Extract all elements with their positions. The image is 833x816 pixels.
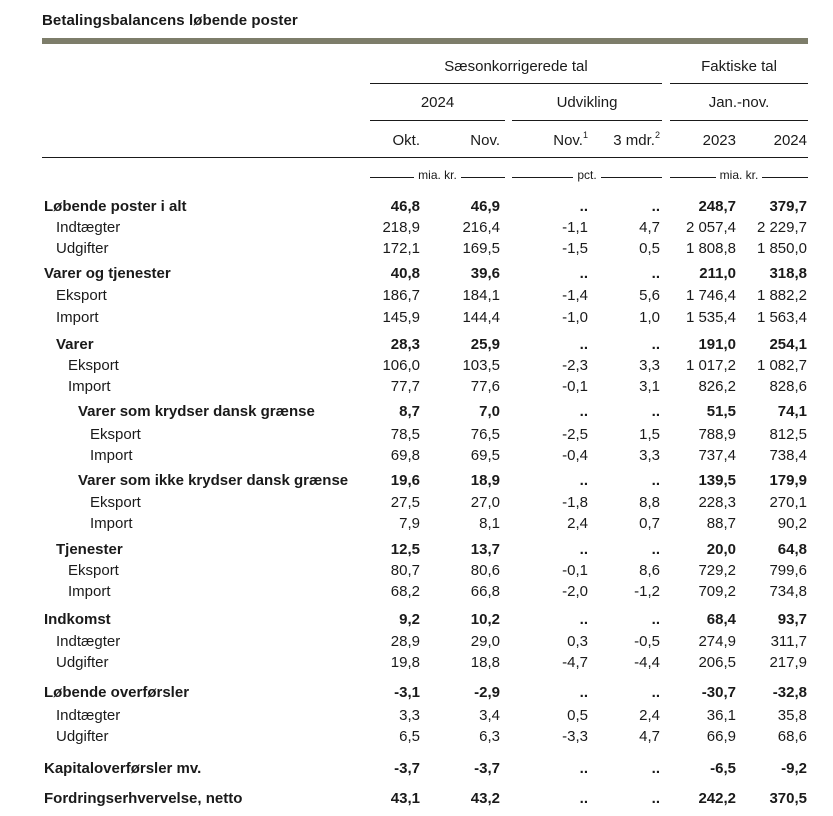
cell-3mdr-change: .. xyxy=(651,403,660,420)
table-row xyxy=(0,789,833,809)
cell-nov-change: -1,4 xyxy=(562,287,588,304)
cell-3mdr-change: 2,4 xyxy=(639,707,660,724)
row-label: Indtægter xyxy=(56,219,121,236)
col-okt: Okt. xyxy=(392,132,420,149)
cell-2023: 20,0 xyxy=(706,541,736,558)
cell-2024: 799,6 xyxy=(769,562,807,579)
cell-2023: 242,2 xyxy=(698,790,736,807)
cell-2024: 1 082,7 xyxy=(756,357,807,374)
cell-3mdr-change: 3,3 xyxy=(639,357,660,374)
cell-3mdr-change: 4,7 xyxy=(639,728,660,745)
table-row xyxy=(0,582,833,602)
row-label: Eksport xyxy=(90,494,141,511)
row-label: Indtægter xyxy=(56,707,121,724)
cell-nov-change: -3,3 xyxy=(562,728,588,745)
table-row xyxy=(0,356,833,376)
cell-nov-change: -1,8 xyxy=(562,494,588,511)
cell-2023: 248,7 xyxy=(698,198,736,215)
cell-2023: 66,9 xyxy=(706,728,736,745)
cell-okt: 77,7 xyxy=(390,378,420,395)
cell-nov-change: .. xyxy=(579,684,588,701)
cell-nov-change: .. xyxy=(579,198,588,215)
cell-3mdr-change: 3,1 xyxy=(639,378,660,395)
cell-nov: 18,9 xyxy=(470,472,500,489)
table-row xyxy=(0,239,833,259)
header-rule xyxy=(512,120,662,121)
cell-nov-change: .. xyxy=(579,472,588,489)
table-row xyxy=(0,308,833,328)
table-row xyxy=(0,446,833,466)
cell-3mdr-change: .. xyxy=(651,684,660,701)
cell-okt: 9,2 xyxy=(399,611,420,628)
cell-nov-change: .. xyxy=(579,760,588,777)
cell-okt: 78,5 xyxy=(390,426,420,443)
row-label: Eksport xyxy=(68,562,119,579)
cell-nov-change: .. xyxy=(579,541,588,558)
cell-2024: 179,9 xyxy=(769,472,807,489)
cell-okt: 3,3 xyxy=(399,707,420,724)
cell-2024: 370,5 xyxy=(769,790,807,807)
row-label: Varer xyxy=(56,336,94,353)
cell-okt: 145,9 xyxy=(382,309,420,326)
cell-2023: 709,2 xyxy=(698,583,736,600)
cell-3mdr-change: 8,6 xyxy=(639,562,660,579)
cell-2023: 2 057,4 xyxy=(685,219,736,236)
table-row xyxy=(0,727,833,747)
table-row xyxy=(0,197,833,217)
header-rule xyxy=(670,83,808,84)
header-bottom-rule xyxy=(42,157,808,158)
row-label: Fordringserhvervelse, netto xyxy=(44,790,243,807)
cell-nov: 77,6 xyxy=(470,378,500,395)
col-2024: 2024 xyxy=(773,132,807,149)
cell-okt: 19,6 xyxy=(390,472,420,489)
table-row xyxy=(0,493,833,513)
cell-3mdr-change: .. xyxy=(651,760,660,777)
cell-nov: 39,6 xyxy=(470,265,500,282)
cell-2023: 1 808,8 xyxy=(685,240,736,257)
cell-2023: 826,2 xyxy=(698,378,736,395)
cell-2023: -6,5 xyxy=(710,760,736,777)
cell-2024: 734,8 xyxy=(769,583,807,600)
row-label: Indkomst xyxy=(44,611,111,628)
cell-okt: 40,8 xyxy=(390,265,420,282)
cell-okt: 28,9 xyxy=(390,633,420,650)
cell-nov: 43,2 xyxy=(470,790,500,807)
row-label: Løbende poster i alt xyxy=(44,198,187,215)
cell-2023: 1 017,2 xyxy=(685,357,736,374)
cell-nov: 76,5 xyxy=(470,426,500,443)
cell-nov: 10,2 xyxy=(470,611,500,628)
cell-nov-change: 2,4 xyxy=(567,515,588,532)
cell-nov: 46,9 xyxy=(470,198,500,215)
cell-3mdr-change: 1,0 xyxy=(639,309,660,326)
table-row xyxy=(0,377,833,397)
cell-2024: 254,1 xyxy=(769,336,807,353)
cell-2024: 1 563,4 xyxy=(756,309,807,326)
cell-nov-change: .. xyxy=(579,403,588,420)
cell-okt: 80,7 xyxy=(390,562,420,579)
cell-nov: 169,5 xyxy=(462,240,500,257)
cell-3mdr-change: 5,6 xyxy=(639,287,660,304)
table-row xyxy=(0,561,833,581)
cell-3mdr-change: .. xyxy=(651,265,660,282)
row-label: Indtægter xyxy=(56,633,121,650)
table-row xyxy=(0,759,833,779)
cell-okt: -3,1 xyxy=(394,684,420,701)
cell-3mdr-change: -4,4 xyxy=(634,654,660,671)
cell-2023: 191,0 xyxy=(698,336,736,353)
cell-3mdr-change: 8,8 xyxy=(639,494,660,511)
cell-nov-change: .. xyxy=(579,611,588,628)
cell-okt: 69,8 xyxy=(390,447,420,464)
header-rule xyxy=(370,120,505,121)
row-label: Varer som ikke krydser dansk grænse xyxy=(78,472,349,489)
header-development: Udvikling xyxy=(556,94,618,111)
cell-okt: 27,5 xyxy=(390,494,420,511)
row-label: Eksport xyxy=(90,426,141,443)
row-label: Udgifter xyxy=(56,654,109,671)
cell-2024: 64,8 xyxy=(777,541,807,558)
table-row xyxy=(0,264,833,284)
cell-nov: 66,8 xyxy=(470,583,500,600)
cell-nov: 13,7 xyxy=(470,541,500,558)
col-nov-change: Nov.$^1$ xyxy=(553,130,588,149)
cell-2024: 311,7 xyxy=(770,633,807,650)
cell-nov: 8,1 xyxy=(479,515,500,532)
row-label: Tjenester xyxy=(56,541,123,558)
cell-3mdr-change: -0,5 xyxy=(634,633,660,650)
table-title: Betalingsbalancens løbende poster xyxy=(42,12,298,29)
cell-2024: 2 229,7 xyxy=(756,219,807,236)
cell-2023: 729,2 xyxy=(698,562,736,579)
cell-nov-change: .. xyxy=(579,790,588,807)
cell-2024: 35,8 xyxy=(777,707,807,724)
cell-2024: -32,8 xyxy=(772,684,807,701)
table-row xyxy=(0,706,833,726)
cell-2023: 36,1 xyxy=(706,707,736,724)
cell-okt: 68,2 xyxy=(390,583,420,600)
cell-2023: 68,4 xyxy=(706,611,736,628)
row-label: Eksport xyxy=(68,357,119,374)
table-row xyxy=(0,286,833,306)
cell-2024: 738,4 xyxy=(769,447,807,464)
unit-mia-kr: mia. kr. xyxy=(370,168,505,186)
row-label: Import xyxy=(56,309,99,326)
row-label: Import xyxy=(68,583,111,600)
header-actual: Faktiske tal xyxy=(701,58,777,75)
cell-nov: 184,1 xyxy=(462,287,500,304)
cell-nov: 6,3 xyxy=(479,728,500,745)
cell-2023: 211,0 xyxy=(699,265,736,282)
row-label: Import xyxy=(90,447,133,464)
cell-okt: 28,3 xyxy=(390,336,420,353)
cell-2024: 1 882,2 xyxy=(756,287,807,304)
table-row xyxy=(0,540,833,560)
cell-2023: 788,9 xyxy=(698,426,736,443)
cell-okt: 7,9 xyxy=(399,515,420,532)
row-label: Eksport xyxy=(56,287,107,304)
table-row xyxy=(0,425,833,445)
header-period: Jan.-nov. xyxy=(708,94,770,111)
col-nov: Nov. xyxy=(470,132,500,149)
table-row xyxy=(0,402,833,422)
table-row xyxy=(0,683,833,703)
cell-nov-change: -2,0 xyxy=(562,583,588,600)
cell-2024: 812,5 xyxy=(769,426,807,443)
cell-okt: 8,7 xyxy=(399,403,420,420)
cell-nov: 144,4 xyxy=(462,309,500,326)
cell-okt: 172,1 xyxy=(382,240,420,257)
row-label: Varer og tjenester xyxy=(44,265,171,282)
row-label: Udgifter xyxy=(56,728,109,745)
cell-2023: 228,3 xyxy=(698,494,736,511)
cell-nov-change: 0,3 xyxy=(567,633,588,650)
cell-nov-change: 0,5 xyxy=(567,707,588,724)
header-seasonal: Sæsonkorrigerede tal xyxy=(444,58,588,75)
cell-3mdr-change: .. xyxy=(651,472,660,489)
cell-2023: 737,4 xyxy=(698,447,736,464)
table-row xyxy=(0,514,833,534)
cell-2024: 1 850,0 xyxy=(756,240,807,257)
cell-nov-change: -1,0 xyxy=(562,309,588,326)
cell-nov: -2,9 xyxy=(474,684,500,701)
cell-okt: 46,8 xyxy=(390,198,420,215)
header-year: 2024 xyxy=(420,94,455,111)
cell-3mdr-change: 0,5 xyxy=(639,240,660,257)
cell-2023: 274,9 xyxy=(698,633,736,650)
row-label: Løbende overførsler xyxy=(44,684,190,701)
cell-nov-change: -1,1 xyxy=(562,219,588,236)
header-rule xyxy=(370,83,662,84)
cell-3mdr-change: .. xyxy=(651,611,660,628)
cell-nov-change: -1,5 xyxy=(562,240,588,257)
table-row xyxy=(0,610,833,630)
cell-okt: 106,0 xyxy=(382,357,420,374)
cell-2024: 93,7 xyxy=(777,611,807,628)
cell-nov-change: -2,3 xyxy=(562,357,588,374)
cell-nov: -3,7 xyxy=(474,760,500,777)
table-row xyxy=(0,218,833,238)
cell-nov-change: .. xyxy=(579,336,588,353)
cell-3mdr-change: .. xyxy=(651,198,660,215)
cell-2024: -9,2 xyxy=(781,760,807,777)
cell-2023: 1 746,4 xyxy=(685,287,736,304)
table-row xyxy=(0,471,833,491)
cell-3mdr-change: 3,3 xyxy=(639,447,660,464)
cell-3mdr-change: -1,2 xyxy=(634,583,660,600)
cell-2023: 1 535,4 xyxy=(685,309,736,326)
table-row xyxy=(0,632,833,652)
table-row xyxy=(0,335,833,355)
cell-2024: 217,9 xyxy=(769,654,807,671)
cell-2024: 68,6 xyxy=(777,728,807,745)
cell-2023: 51,5 xyxy=(706,403,736,420)
row-label: Kapitaloverførsler mv. xyxy=(44,760,202,777)
col-3mdr-change: 3 mdr.$^2$ xyxy=(613,130,660,149)
cell-2024: 318,8 xyxy=(769,265,807,282)
cell-nov-change: -4,7 xyxy=(562,654,588,671)
cell-okt: -3,7 xyxy=(394,760,420,777)
cell-nov: 27,0 xyxy=(470,494,500,511)
title-rule xyxy=(42,38,808,44)
cell-nov-change: -2,5 xyxy=(562,426,588,443)
cell-2024: 379,7 xyxy=(769,198,807,215)
cell-nov: 103,5 xyxy=(462,357,500,374)
cell-nov: 7,0 xyxy=(479,403,500,420)
row-label: Import xyxy=(68,378,111,395)
cell-nov: 69,5 xyxy=(470,447,500,464)
cell-2024: 270,1 xyxy=(769,494,807,511)
cell-3mdr-change: 4,7 xyxy=(639,219,660,236)
cell-3mdr-change: .. xyxy=(651,336,660,353)
cell-okt: 12,5 xyxy=(390,541,420,558)
cell-2023: -30,7 xyxy=(701,684,736,701)
cell-nov: 216,4 xyxy=(462,219,500,236)
cell-nov-change: .. xyxy=(579,265,588,282)
col-2023: 2023 xyxy=(702,132,736,149)
cell-nov-change: -0,1 xyxy=(562,378,588,395)
cell-2024: 828,6 xyxy=(769,378,807,395)
cell-nov: 25,9 xyxy=(470,336,500,353)
cell-2023: 88,7 xyxy=(706,515,736,532)
cell-3mdr-change: 1,5 xyxy=(639,426,660,443)
cell-2023: 139,5 xyxy=(698,472,736,489)
cell-okt: 19,8 xyxy=(390,654,420,671)
cell-3mdr-change: .. xyxy=(651,541,660,558)
cell-okt: 186,7 xyxy=(382,287,420,304)
row-label: Varer som krydser dansk grænse xyxy=(78,403,315,420)
cell-3mdr-change: 0,7 xyxy=(639,515,660,532)
cell-nov-change: -0,1 xyxy=(562,562,588,579)
row-label: Import xyxy=(90,515,133,532)
cell-okt: 218,9 xyxy=(382,219,420,236)
unit-mia-kr: mia. kr. xyxy=(670,168,808,186)
cell-2024: 74,1 xyxy=(777,403,807,420)
cell-3mdr-change: .. xyxy=(651,790,660,807)
unit-pct: pct. xyxy=(512,168,662,186)
cell-nov: 29,0 xyxy=(470,633,500,650)
header-rule xyxy=(670,120,808,121)
cell-2023: 206,5 xyxy=(698,654,736,671)
cell-nov: 18,8 xyxy=(470,654,500,671)
cell-okt: 6,5 xyxy=(399,728,420,745)
cell-nov-change: -0,4 xyxy=(562,447,588,464)
cell-nov: 80,6 xyxy=(470,562,500,579)
cell-2024: 90,2 xyxy=(777,515,807,532)
cell-nov: 3,4 xyxy=(479,707,500,724)
cell-okt: 43,1 xyxy=(390,790,420,807)
row-label: Udgifter xyxy=(56,240,109,257)
table-row xyxy=(0,653,833,673)
